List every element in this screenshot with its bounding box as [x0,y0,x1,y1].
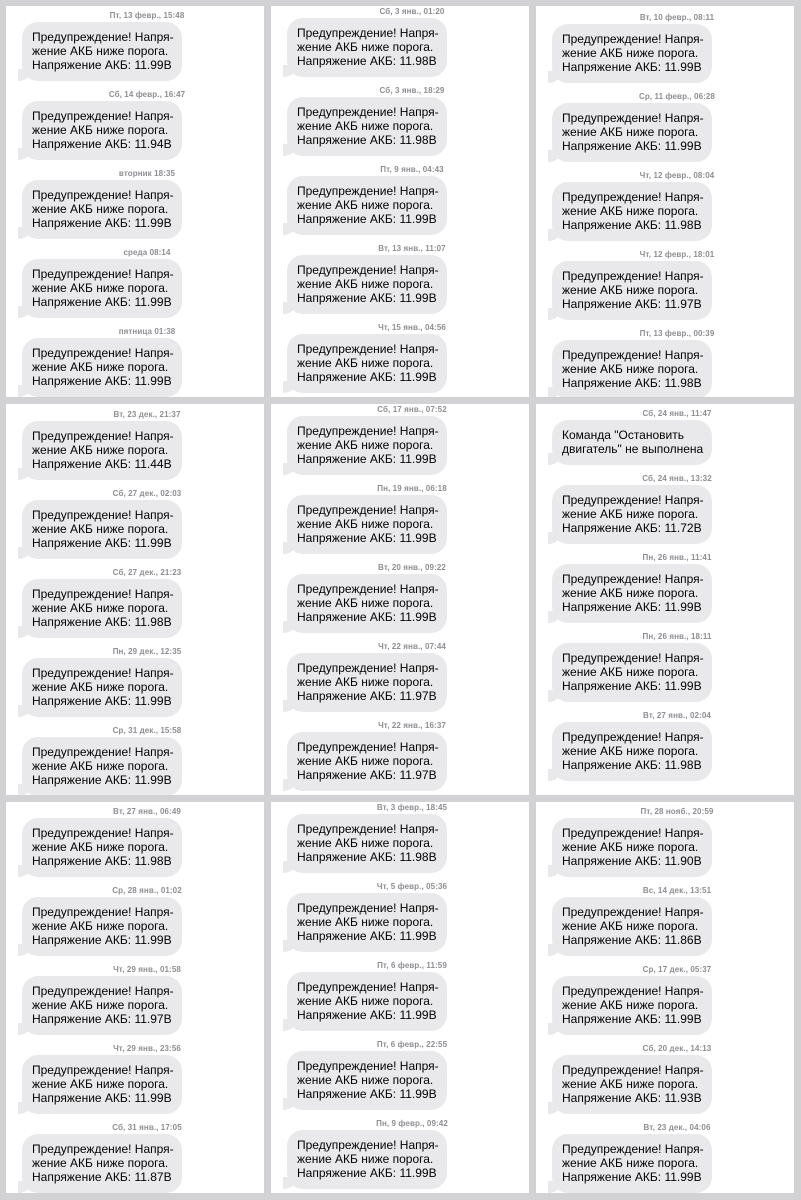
message-timestamp: Пт, 9 янв., 04:43 [380,165,444,174]
message-text-line: Напряжение АКБ: 11.98В [297,850,437,864]
message-text-line: жение АКБ ниже порога. [297,119,434,133]
message-item [536,408,794,465]
message-timestamp: Сб, 27 дек., 02:03 [112,489,182,498]
message-text-line: Напряжение АКБ: 11.99В [562,1012,702,1026]
message-bubble[interactable] [22,976,182,1035]
message-bubble[interactable] [287,334,447,393]
message-text-line: Предупреждение! Напря- [297,740,439,754]
message-text-line: двигатель" не выполнена [562,442,704,456]
message-text-line: Предупреждение! Напря- [297,342,439,356]
message-bubble[interactable] [22,579,182,638]
message-text-line: Напряжение АКБ: 11.99В [562,60,702,74]
message-timestamp: Ср, 31 дек., 15:58 [112,726,182,735]
message-timestamp: Чт, 15 янв., 04:56 [378,323,446,332]
message-text-line: Напряжение АКБ: 11.99В [297,291,437,305]
message-text-line: Предупреждение! Напря- [32,346,174,360]
message-text-line: жение АКБ ниже порога. [297,754,434,768]
message-bubble[interactable] [287,495,447,554]
message-bubble[interactable] [552,182,712,241]
message-text-line: жение АКБ ниже порога. [562,998,699,1012]
message-timestamp: Пн, 26 янв., 11:41 [642,553,712,562]
message-text-line: жение АКБ ниже порога. [297,915,434,929]
message-timestamp: Пт, 28 нояб., 20:59 [640,807,714,816]
message-timestamp: Вт, 23 дек., 21:37 [113,410,181,419]
message-item [536,249,794,320]
message-timestamp: Сб, 27 дек., 21:23 [112,568,182,577]
message-item [271,720,529,791]
message-text-line: Предупреждение! Напря- [562,572,704,586]
message-text-line: Напряжение АКБ: 11.97В [562,297,702,311]
message-text-line: Предупреждение! Напря- [562,984,704,998]
message-text-line: Напряжение АКБ: 11.97В [297,768,437,782]
message-item [6,488,264,559]
message-item [271,483,529,554]
message-text-line: жение АКБ ниже порога. [297,596,434,610]
message-text-line: Предупреждение! Напря- [562,190,704,204]
message-timestamp: Чт, 22 янв., 07:44 [378,642,446,651]
message-text-line: жение АКБ ниже порога. [562,362,699,376]
message-text-line: жение АКБ ниже порога. [562,744,699,758]
message-text-line: Предупреждение! Напря- [32,1142,174,1156]
message-timestamp: Чт, 12 февр., 18:01 [639,250,715,259]
message-text-line: Напряжение АКБ: 11.99В [297,370,437,384]
message-text-line: Напряжение АКБ: 11.99В [297,1008,437,1022]
message-item [536,1043,794,1114]
message-item [536,473,794,544]
message-timestamp: Чт, 5 февр., 05:36 [376,882,448,891]
message-timestamp: Чт, 12 февр., 08:04 [639,171,715,180]
message-item [536,552,794,623]
message-timestamp: Ср, 28 янв., 01:02 [112,886,182,895]
message-item [536,91,794,162]
message-text-line: жение АКБ ниже порога. [562,1077,699,1091]
chat-panel[interactable] [271,404,529,795]
message-bubble[interactable] [22,259,182,318]
message-timestamp: Вт, 3 февр., 18:45 [376,803,448,812]
message-bubble[interactable] [552,722,712,781]
chat-panel[interactable] [271,6,529,397]
message-bubble[interactable] [552,103,712,162]
message-item [6,1043,264,1114]
message-item [271,641,529,712]
message-bubble[interactable] [552,24,712,83]
chat-panel[interactable] [271,802,529,1193]
message-text-line: Напряжение АКБ: 11.98В [32,854,172,868]
message-timestamp: Пн, 29 дек., 12:35 [112,647,182,656]
message-text-line: Предупреждение! Напря- [32,508,174,522]
message-bubble[interactable] [287,176,447,235]
message-bubble[interactable] [287,893,447,952]
message-text-line: Предупреждение! Напря- [562,111,704,125]
message-text-line: жение АКБ ниже порога. [562,46,699,60]
message-bubble[interactable] [552,897,712,956]
message-text-line: Напряжение АКБ: 11.99В [297,929,437,943]
message-item [6,567,264,638]
chat-panel[interactable] [536,6,794,397]
message-timestamp: Вс, 14 дек., 13:51 [642,886,712,895]
message-text-line: Напряжение АКБ: 11.98В [562,218,702,232]
message-item [536,631,794,702]
message-bubble[interactable] [552,485,712,544]
message-bubble[interactable] [287,255,447,314]
message-text-line: Напряжение АКБ: 11.99В [297,452,437,466]
message-bubble[interactable] [287,416,447,475]
message-text-line: жение АКБ ниже порога. [32,759,169,773]
message-text-line: Напряжение АКБ: 11.99В [32,536,172,550]
message-timestamp: Вт, 27 янв., 06:49 [113,807,181,816]
message-bubble[interactable] [22,421,182,480]
chat-panel[interactable] [6,802,264,1193]
message-item [6,409,264,480]
message-bubble[interactable] [287,574,447,633]
message-bubble[interactable] [287,972,447,1031]
message-item [271,404,529,475]
message-item [536,885,794,956]
message-text-line: Предупреждение! Напря- [297,1059,439,1073]
message-text-line: Напряжение АКБ: 11.97В [32,1012,172,1026]
message-text-line: Предупреждение! Напря- [562,826,704,840]
message-bubble[interactable] [287,97,447,156]
message-text-line: Предупреждение! Напря- [562,269,704,283]
message-item [271,6,529,77]
message-bubble[interactable] [22,1134,182,1193]
message-text-line: Напряжение АКБ: 11.99В [297,212,437,226]
message-text-line: Предупреждение! Напря- [297,26,439,40]
message-bubble[interactable] [287,1051,447,1110]
message-timestamp: вторник 18:35 [118,169,176,178]
message-item [536,170,794,241]
message-text-line: Напряжение АКБ: 11.94В [32,137,172,151]
message-text-line: Предупреждение! Напря- [562,651,704,665]
message-timestamp: Сб, 31 янв., 17:05 [112,1123,182,1132]
message-text-line: Предупреждение! Напря- [32,587,174,601]
message-timestamp: Ср, 17 дек., 05:37 [642,965,712,974]
message-item [6,885,264,956]
message-text-line: Напряжение АКБ: 11.99В [297,1166,437,1180]
message-text-line: жение АКБ ниже порога. [562,586,699,600]
message-timestamp: Чт, 29 янв., 01:58 [113,965,181,974]
message-timestamp: Вт, 13 янв., 11:07 [378,244,446,253]
message-bubble[interactable] [287,814,447,873]
chat-panel[interactable] [536,802,794,1193]
message-timestamp: Пт, 13 февр., 00:39 [639,329,715,338]
message-text-line: жение АКБ ниже порога. [32,443,169,457]
message-text-line: жение АКБ ниже порога. [562,283,699,297]
chat-panel[interactable] [6,404,264,795]
message-text-line: Предупреждение! Напря- [32,429,174,443]
message-item [536,806,794,877]
message-text-line: Предупреждение! Напря- [562,493,704,507]
message-text-line: Предупреждение! Напря- [297,184,439,198]
message-text-line: Напряжение АКБ: 11.99В [562,679,702,693]
message-text-line: Предупреждение! Напря- [297,822,439,836]
message-text-line: Предупреждение! Напря- [32,905,174,919]
message-bubble[interactable] [552,1055,712,1114]
message-text-line: Предупреждение! Напря- [562,32,704,46]
message-text-line: Напряжение АКБ: 11.99В [32,933,172,947]
message-text-line: жение АКБ ниже порога. [562,665,699,679]
message-text-line: Напряжение АКБ: 11.99В [32,694,172,708]
message-bubble[interactable] [22,22,182,81]
message-timestamp: Пт, 13 февр., 15:48 [109,11,185,20]
message-text-line: Напряжение АКБ: 11.99В [297,1087,437,1101]
message-text-line: Предупреждение! Напря- [297,980,439,994]
message-text-line: Предупреждение! Напря- [297,424,439,438]
message-text-line: Напряжение АКБ: 11.99В [562,139,702,153]
message-text-line: Предупреждение! Напря- [562,348,704,362]
message-text-line: Напряжение АКБ: 11.97В [297,689,437,703]
message-text-line: Напряжение АКБ: 11.99В [297,610,437,624]
message-item [271,881,529,952]
message-text-line: Напряжение АКБ: 11.99В [32,216,172,230]
message-bubble[interactable] [287,1130,447,1189]
message-item [271,960,529,1031]
message-item [6,964,264,1035]
message-text-line: Напряжение АКБ: 11.98В [297,54,437,68]
message-bubble[interactable] [552,564,712,623]
message-timestamp: Пн, 19 янв., 06:18 [377,484,447,493]
message-text-line: жение АКБ ниже порога. [297,356,434,370]
message-text-line: жение АКБ ниже порога. [32,44,169,58]
message-text-line: Предупреждение! Напря- [297,582,439,596]
message-text-line: Напряжение АКБ: 11.87В [32,1170,172,1184]
message-text-line: жение АКБ ниже порога. [32,601,169,615]
message-text-line: Напряжение АКБ: 11.99В [32,295,172,309]
message-item [271,802,529,873]
message-text-line: Предупреждение! Напря- [32,109,174,123]
message-text-line: жение АКБ ниже порога. [297,277,434,291]
message-item [6,725,264,795]
message-text-line: Напряжение АКБ: 11.93В [562,1091,702,1105]
message-text-line: Предупреждение! Напря- [562,1142,704,1156]
message-text-line: жение АКБ ниже порога. [297,1152,434,1166]
message-bubble[interactable] [552,976,712,1035]
message-bubble[interactable] [22,897,182,956]
message-text-line: Предупреждение! Напря- [297,901,439,915]
message-timestamp: Сб, 14 февр., 16:47 [108,90,186,99]
message-bubble[interactable] [552,1134,712,1193]
message-timestamp: Сб, 24 янв., 11:47 [642,409,712,418]
message-text-line: Напряжение АКБ: 11.99В [562,1170,702,1184]
message-item [271,322,529,393]
message-timestamp: Ср, 11 февр., 06:28 [639,92,715,101]
message-item [271,85,529,156]
message-text-line: Предупреждение! Напря- [32,666,174,680]
message-bubble[interactable] [22,658,182,717]
message-timestamp: Сб, 3 янв., 01:20 [379,7,445,16]
message-bubble[interactable] [22,818,182,877]
message-text-line: Предупреждение! Напря- [32,30,174,44]
message-item [271,1118,529,1189]
message-text-line: жение АКБ ниже порога. [297,836,434,850]
message-bubble[interactable] [552,818,712,877]
message-text-line: Предупреждение! Напря- [562,730,704,744]
message-timestamp: Сб, 17 янв., 07:52 [377,405,447,414]
message-bubble[interactable] [22,1055,182,1114]
message-bubble[interactable] [22,500,182,559]
message-item [271,1039,529,1110]
message-text-line: Предупреждение! Напря- [32,826,174,840]
message-bubble[interactable] [22,101,182,160]
message-bubble[interactable] [552,643,712,702]
message-bubble[interactable] [287,732,447,791]
message-text-line: Предупреждение! Напря- [297,105,439,119]
message-text-line: Напряжение АКБ: 11.99В [32,1091,172,1105]
message-text-line: Напряжение АКБ: 11.98В [32,615,172,629]
message-item [6,89,264,160]
message-item [271,243,529,314]
message-timestamp: Вт, 20 янв., 09:22 [378,563,446,572]
message-text-line: жение АКБ ниже порога. [562,507,699,521]
message-bubble[interactable] [22,180,182,239]
message-text-line: жение АКБ ниже порога. [32,281,169,295]
message-text-line: жение АКБ ниже порога. [32,123,169,137]
message-text-line: жение АКБ ниже порога. [562,1156,699,1170]
message-item [536,12,794,83]
message-item [271,164,529,235]
message-timestamp: Вт, 27 янв., 02:04 [643,711,711,720]
message-text-line: жение АКБ ниже порога. [32,202,169,216]
message-item [536,964,794,1035]
message-text-line: Напряжение АКБ: 11.99В [32,374,172,388]
message-text-line: Предупреждение! Напря- [32,1063,174,1077]
message-text-line: Предупреждение! Напря- [297,263,439,277]
message-text-line: жение АКБ ниже порога. [562,919,699,933]
message-text-line: Напряжение АКБ: 11.44В [32,457,172,471]
message-text-line: Напряжение АКБ: 11.98В [297,133,437,147]
message-text-line: жение АКБ ниже порога. [32,522,169,536]
message-timestamp: Сб, 24 янв., 13:32 [642,474,712,483]
message-text-line: Предупреждение! Напря- [32,745,174,759]
message-timestamp: Сб, 20 дек., 14:13 [642,1044,712,1053]
message-text-line: жение АКБ ниже порога. [297,40,434,54]
message-timestamp: среда 08:14 [123,248,171,257]
screenshot-grid [6,6,795,1194]
message-text-line: Напряжение АКБ: 11.99В [32,58,172,72]
message-text-line: жение АКБ ниже порога. [297,994,434,1008]
message-item [6,10,264,81]
message-text-line: Напряжение АКБ: 11.98В [562,758,702,772]
message-text-line: жение АКБ ниже порога. [562,125,699,139]
message-text-line: Напряжение АКБ: 11.98В [562,376,702,390]
message-bubble[interactable] [22,737,182,795]
message-text-line: жение АКБ ниже порога. [297,198,434,212]
message-timestamp: Пт, 6 февр., 22:55 [376,1040,448,1049]
message-text-line: Напряжение АКБ: 11.86В [562,933,702,947]
message-timestamp: Сб, 3 янв., 18:29 [379,86,445,95]
message-bubble[interactable] [552,420,712,465]
message-item [536,328,794,397]
message-text-line: жение АКБ ниже порога. [32,680,169,694]
message-item [536,710,794,781]
chat-panel[interactable] [536,404,794,795]
message-text-line: жение АКБ ниже порога. [32,360,169,374]
message-timestamp: пятница 01:38 [118,327,176,336]
message-text-line: Предупреждение! Напря- [562,1063,704,1077]
message-text-line: Напряжение АКБ: 11.99В [297,531,437,545]
message-text-line: Напряжение АКБ: 11.90В [562,854,702,868]
message-text-line: Предупреждение! Напря- [32,188,174,202]
message-item [6,168,264,239]
message-text-line: жение АКБ ниже порога. [32,840,169,854]
message-timestamp: Чт, 29 янв., 23:56 [113,1044,181,1053]
message-text-line: жение АКБ ниже порога. [32,1077,169,1091]
message-item [6,646,264,717]
message-item [6,247,264,318]
message-item [271,562,529,633]
message-text-line: жение АКБ ниже порога. [297,1073,434,1087]
message-text-line: Предупреждение! Напря- [297,1138,439,1152]
message-text-line: жение АКБ ниже порога. [32,919,169,933]
message-text-line: Напряжение АКБ: 11.99В [32,773,172,787]
message-text-line: Предупреждение! Напря- [32,984,174,998]
message-text-line: жение АКБ ниже порога. [297,517,434,531]
message-text-line: жение АКБ ниже порога. [562,204,699,218]
message-bubble[interactable] [287,653,447,712]
message-text-line: Напряжение АКБ: 11.72В [562,521,702,535]
message-item [536,1122,794,1193]
message-text-line: жение АКБ ниже порога. [32,998,169,1012]
message-timestamp: Вт, 23 дек., 04:06 [643,1123,711,1132]
message-text-line: жение АКБ ниже порога. [297,438,434,452]
message-text-line: Предупреждение! Напря- [297,503,439,517]
message-bubble[interactable] [552,261,712,320]
message-timestamp: Чт, 22 янв., 16:37 [378,721,446,730]
message-bubble[interactable] [552,340,712,397]
message-bubble[interactable] [22,338,182,397]
message-timestamp: Вт, 10 февр., 08:11 [639,13,715,22]
message-item [6,326,264,397]
chat-panel[interactable] [6,6,264,397]
message-item [6,1122,264,1193]
message-bubble[interactable] [287,18,447,77]
message-text-line: Предупреждение! Напря- [32,267,174,281]
message-timestamp: Пт, 6 февр., 11:59 [377,961,447,970]
message-text-line: Напряжение АКБ: 11.99В [562,600,702,614]
message-text-line: жение АКБ ниже порога. [32,1156,169,1170]
message-text-line: Предупреждение! Напря- [297,661,439,675]
message-item [6,806,264,877]
message-text-line: жение АКБ ниже порога. [562,840,699,854]
message-text-line: Команда "Остановить [562,428,684,442]
message-timestamp: Пн, 26 янв., 18:11 [642,632,712,641]
message-text-line: Предупреждение! Напря- [562,905,704,919]
message-timestamp: Пн, 9 февр., 09:42 [376,1119,448,1128]
message-text-line: жение АКБ ниже порога. [297,675,434,689]
